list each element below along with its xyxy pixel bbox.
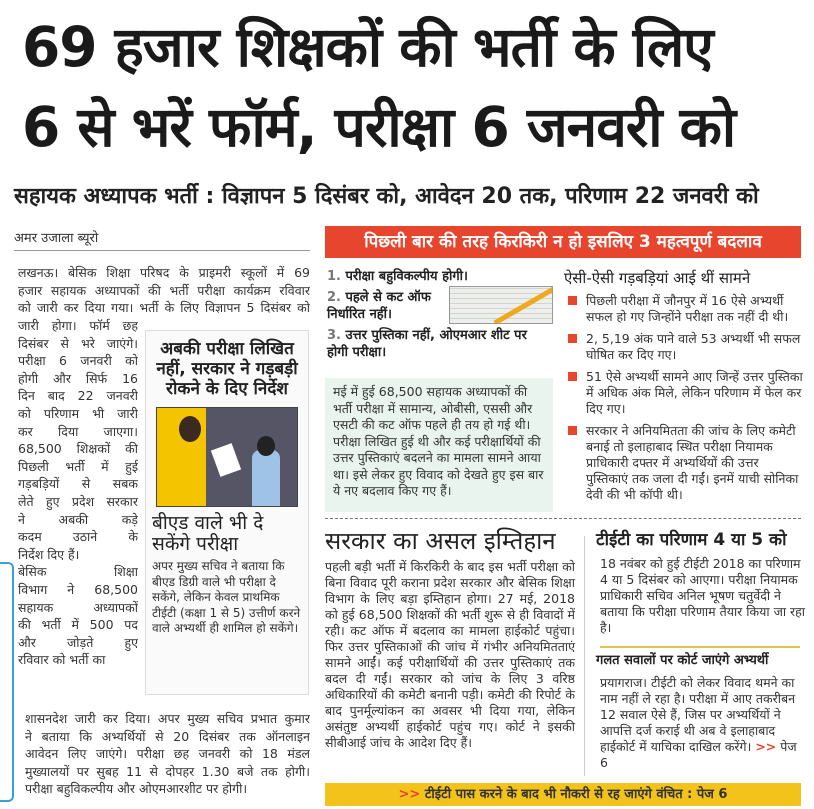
story-line: परीक्षा 6 जनवरी को: [18, 353, 138, 369]
headline-line-2: 6 से भरें फॉर्म, परीक्षा 6 जनवरी को: [22, 95, 736, 159]
yellow-rule: [600, 646, 800, 648]
arrow-icon: >>: [755, 739, 777, 754]
story-line: कर दिया जाएगा।: [18, 423, 138, 439]
sidebar-title: अबकी परीक्षा लिखित नहीं, सरकार ने गड़बड़ी रोकने के दिए निर्देश: [156, 339, 298, 399]
tet-result-text: 18 नवंबर को हुई टीईटी 2018 का परिणाम 4 या 5 दिसंबर को आएगा। परीक्षा नियामक प्राधिकारी सचिव अनिल भूषण चतुर्वेदी ने बताया कि परीक्षा परिणाम तैयार किया जा रहा है।: [600, 556, 806, 635]
section-divider: [325, 518, 801, 519]
teacher-classroom-photo: [156, 407, 298, 507]
story-line: दिन बाद 22 जनवरी: [18, 388, 138, 404]
sidebar-box: [145, 330, 309, 695]
item-number: 1.: [327, 269, 341, 284]
story-line: बेसिक शिक्षा: [18, 564, 138, 580]
irregularity-item: 51 ऐसे अभ्यर्थी सामने आए जिन्हें उत्तर पुस्तिका में अधिक अंक मिले, लेकिन परिणाम में फेल कर दिए गए।: [564, 369, 804, 417]
footer-text: टीईटी पास करने के बाद भी नौकरी से रह जाएंगे वंचित : पेज 6: [424, 787, 728, 802]
story-line: कदम उठाने के: [18, 529, 138, 545]
story-line: को जारी कर दिया गया। भर्ती के लिए विज्ञापन 5 दिसंबर को: [18, 300, 310, 316]
irregularity-item: सरकार ने अनियमितता की जांच के लिए कमेटी बनाई तो इलाहाबाद स्थित परीक्षा नियामक प्राधिकारी दफ्तर में अभ्यर्थियों की उत्तर पुस्तिकाएं तक जला दी गईं। इनमें याची सोनिका देवी की भी कॉपी थी।: [564, 423, 804, 503]
story-line: निर्देश दिए हैं।: [18, 546, 80, 562]
story-narrow: [18, 317, 138, 669]
story-line: ने बताया कि अभ्यर्थियों से 20 दिसंबर तक ऑनलाइन: [25, 728, 310, 744]
story-line: गड़बड़ियों से सबक: [18, 476, 138, 492]
story-line: लखनऊ। बेसिक शिक्षा परिषद के प्राइमरी स्कूलों में 69: [18, 265, 310, 280]
story-bottom: [25, 710, 310, 798]
changes-banner: पिछली बार की तरह किरकिरी न हो इसलिए 3 महत्वपूर्ण बदलाव: [325, 226, 801, 258]
story-line: को परिणाम भी जारी: [18, 405, 138, 421]
story-line: और जोड़ते हुए: [18, 634, 138, 650]
irregularities-title: ऐसी-ऐसी गड़बड़ियां आई थीं सामने: [564, 269, 751, 287]
court-section: [596, 651, 806, 771]
change-item: [327, 268, 527, 285]
court-body: प्रयागराज। टीईटी को लेकर विवाद थमने का नाम नहीं ले रहा है। परीक्षा में आए तकरीबन 12 सवाल ऐसे हैं, जिस पर अभ्यर्थियों ने आपत्ति दर्ज कराई थी अब वे इलाहाबाद हाईकोर्ट में याचिका दाखिल करेंगे।: [600, 675, 796, 754]
story-line: परीक्षा बहुविकल्पीय और ओएमआरशीट पर होगी।: [25, 781, 248, 797]
story-line: रविवार को भर्ती का: [18, 652, 106, 668]
story-line: 68,500 शिक्षकों की: [18, 441, 138, 457]
item-number: 2.: [327, 290, 341, 305]
irregularity-item: पिछली परीक्षा में जौनपुर में 16 ऐसे अभ्यर्थी सफल हो गए जिन्होंने परीक्षा तक नहीं दी थी।: [564, 293, 804, 325]
item-text: परीक्षा बहुविकल्पीय होगी।: [345, 269, 468, 284]
arrow-icon: >>: [398, 787, 421, 802]
story-line: की भर्ती में 500 पद: [18, 617, 138, 633]
story-line: ने अबकी कड़े: [18, 511, 138, 527]
green-info-box: मई में हुई 68,500 सहायक अध्यापकों की भर्ती परीक्षा में सामान्य, ओबीसी, एससी और एसटी की कट ऑफ पहले ही तय हो गई थी। परीक्षा लिखित हुई थी और कई परीक्षार्थियों की उत्तर पुस्तिकाएं बदलने का मामला सामने आया था। इसे लेकर हुए विवाद को देखते हुए इस बार ये नए बदलाव किए गए हैं।: [325, 378, 553, 512]
story-line: सहायक अध्यापकों: [18, 599, 138, 615]
item-text: उत्तर पुस्तिका नहीं, ओएमआर शीट पर होगी परीक्षा।: [327, 328, 527, 360]
byline-rule: [14, 250, 310, 251]
sidebar-text: अपर मुख्य सचिव ने बताया कि बीएड डिग्री वाले भी परीक्षा दे सकेंगे, लेकिन केवल प्राथमिक टीईटी (कक्षा 1 से 5) उत्तीर्ण करने वाले अभ्यर्थी ही शामिल हो सकेंगे।: [152, 559, 301, 635]
headline-line-1: 69 हजार शिक्षकों की भर्ती के लिए: [22, 15, 713, 79]
story-top: [18, 264, 310, 317]
story-line: पिछली भर्ती में हुई: [18, 458, 138, 474]
court-title: गलत सवालों पर कोर्ट जाएंगे अभ्यर्थी: [596, 653, 769, 668]
change-item: [327, 289, 445, 323]
story-line: हजार सहायक अध्यापकों की भर्ती परीक्षा कार्यक्रम रविवार: [18, 282, 310, 298]
story-line: विभाग ने 68,500: [18, 581, 138, 597]
real-test-section: [325, 526, 575, 751]
page-ref: पेज 6: [600, 739, 797, 770]
change-item: [327, 327, 537, 361]
item-text: पहले से कट ऑफ निर्धारित नहीं।: [327, 290, 431, 322]
story-line: जारी होगा। फॉर्म छह: [18, 318, 138, 333]
adjacent-box-edge: [0, 562, 14, 802]
byline: अमर उजाला ब्यूरो: [14, 231, 99, 246]
court-text: [596, 675, 806, 771]
irregularity-item: 2, 5,19 अंक पाने वाले 53 अभ्यर्थी भी सफल घोषित कर दिए गए।: [564, 331, 804, 363]
real-test-text: पहली बड़ी भर्ती में किरकिरी के बाद इस भर्ती परीक्षा को बिना विवाद पूरी कराना प्रदेश सरकार और बेसिक शिक्षा विभाग के लिए बड़ा इम्तिहान होगा। 27 मई, 2018 को हुई 68,500 शिक्षकों की भर्ती शुरू से ही विवादों में रही। कट ऑफ में बदलाव का मामला हाईकोर्ट पहुंचा। फिर उत्तर पुस्तिकाओं की जांच में गंभीर अनियमितताएं सामने आईं। कई परीक्षार्थियों की उत्तर पुस्तिकाएं तक बदल दी गईं। सरकार को जांच के लिए 3 वरिष्ठ अधिकारियों की कमेटी बनानी पड़ी। कमेटी की रिपोर्ट के बाद पुनर्मूल्यांकन का अवसर भी दिया गया, लेकिन असंतुष्ट अभ्यर्थी हाईकोर्ट पहुंच गए। कोर्ट ने इसकी सीबीआई जांच के आदेश दिए हैं।: [325, 559, 575, 750]
tet-result-title: टीईटी का परिणाम 4 या 5 को: [596, 530, 787, 550]
footer-bar: [325, 783, 801, 806]
story-line: दिसंबर से भरे जाएंगे।: [18, 335, 138, 351]
story-line: आवेदन लिए जाएंगे। परीक्षा छह जनवरी को 18 मंडल: [25, 746, 310, 762]
tet-result-section: [596, 528, 806, 636]
item-number: 3.: [327, 328, 341, 343]
answer-sheet-pencil-photo: [449, 286, 553, 324]
subheadline: सहायक अध्यापक भर्ती : विज्ञापन 5 दिसंबर को, आवेदन 20 तक, परिणाम 22 जनवरी को: [14, 184, 759, 209]
sidebar-heading: बीएड वाले भी दे सकेंगे परीक्षा: [152, 512, 264, 555]
story-line: शासनदेश जारी कर दिया। अपर मुख्य सचिव प्रभात कुमार: [25, 711, 310, 726]
story-line: लेते हुए प्रदेश सरकार: [18, 493, 138, 509]
real-test-title: सरकार का असल इम्तिहान: [325, 527, 556, 555]
irregularities-section: [564, 268, 804, 509]
column-divider: [584, 536, 585, 776]
story-line: मुख्यालयों पर सुबह 11 से दोपहर 1.30 बजे तक होगी।: [25, 763, 310, 779]
story-line: होगी और सिर्फ 16: [18, 370, 138, 386]
